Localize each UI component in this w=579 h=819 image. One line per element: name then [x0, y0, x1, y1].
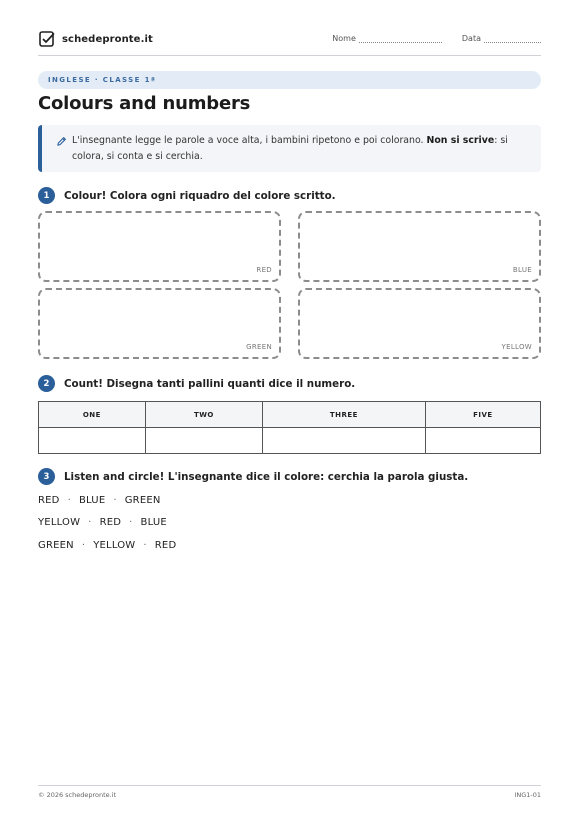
- circle-word[interactable]: BLUE: [78, 495, 106, 506]
- circle-row-3: [38, 540, 176, 551]
- site-name: schedepronte.it: [62, 33, 153, 45]
- count-header-one: ONE: [39, 402, 146, 428]
- count-header-two: TWO: [145, 402, 262, 428]
- section-number: 3: [38, 468, 55, 485]
- section-2-heading: [38, 375, 355, 392]
- separator: ·: [143, 540, 147, 551]
- section-number: 1: [38, 187, 55, 204]
- circle-word[interactable]: RED: [154, 540, 177, 551]
- colour-box-green[interactable]: [38, 288, 281, 359]
- section-title: Colour! Colora ogni riquadro del colore scritto.: [64, 189, 336, 202]
- category-pill: INGLESE · CLASSE 1ª: [38, 71, 541, 89]
- date-label: Data: [461, 34, 481, 43]
- circle-word[interactable]: RED: [99, 517, 122, 528]
- count-header-three: THREE: [263, 402, 426, 428]
- footer-code: ING1-01: [514, 791, 541, 799]
- circle-word[interactable]: BLUE: [140, 517, 167, 528]
- date-line[interactable]: [484, 35, 541, 43]
- circle-row-2: [38, 517, 167, 528]
- circle-word[interactable]: GREEN: [124, 495, 161, 506]
- instruction-note: [38, 125, 541, 172]
- colour-box-label: GREEN: [246, 343, 272, 351]
- count-cell-five[interactable]: [425, 428, 540, 454]
- section-number: 2: [38, 375, 55, 392]
- circle-word[interactable]: GREEN: [38, 540, 74, 551]
- count-header-five: FIVE: [425, 402, 540, 428]
- section-title: Count! Disegna tanti pallini quanti dice il numero.: [64, 377, 356, 390]
- name-line[interactable]: [359, 35, 442, 43]
- count-cell-two[interactable]: [145, 428, 262, 454]
- name-field[interactable]: [332, 34, 442, 43]
- separator: ·: [129, 517, 133, 528]
- colour-box-label: BLUE: [512, 266, 532, 274]
- page-title: Colours and numbers: [38, 93, 251, 114]
- circle-word[interactable]: RED: [38, 495, 60, 506]
- circle-word[interactable]: YELLOW: [38, 517, 81, 528]
- colour-box-blue[interactable]: [298, 211, 541, 282]
- page-header: [38, 30, 541, 56]
- count-answer-row: [39, 428, 541, 454]
- colour-box-yellow[interactable]: [298, 288, 541, 359]
- separator: ·: [113, 495, 117, 506]
- section-1-heading: [38, 187, 336, 204]
- separator: ·: [81, 540, 86, 551]
- colour-box-label: RED: [256, 266, 272, 274]
- count-cell-three[interactable]: [263, 428, 426, 454]
- colour-box-label: YELLOW: [501, 343, 532, 351]
- separator: ·: [88, 517, 92, 528]
- page-footer: [38, 785, 541, 799]
- pencil-icon: [56, 136, 67, 147]
- date-field[interactable]: [462, 34, 541, 43]
- section-title: Listen and circle! L'insegnante dice il colore: cerchia la parola giusta.: [64, 470, 469, 483]
- section-3-heading: [38, 468, 468, 485]
- circle-word[interactable]: YELLOW: [93, 540, 136, 551]
- note-text-after: : si colora, si conta e si cerchia.: [72, 135, 508, 162]
- note-text-bold: Non si scrive: [426, 135, 495, 146]
- name-label: Nome: [332, 34, 356, 43]
- separator: ·: [67, 495, 71, 506]
- circle-row-1: [38, 495, 161, 506]
- count-table: [38, 401, 541, 454]
- note-text-before: L'insegnante legge le parole a voce alta, i bambini ripetono e poi colorano.: [72, 135, 427, 146]
- student-fields: [332, 34, 541, 43]
- count-cell-one[interactable]: [39, 428, 146, 454]
- count-header-row: [39, 402, 541, 428]
- site-logo: [38, 30, 153, 48]
- check-document-icon: [38, 30, 56, 48]
- colour-box-red[interactable]: [38, 211, 281, 282]
- footer-copyright: © 2026 schedepronte.it: [38, 791, 117, 799]
